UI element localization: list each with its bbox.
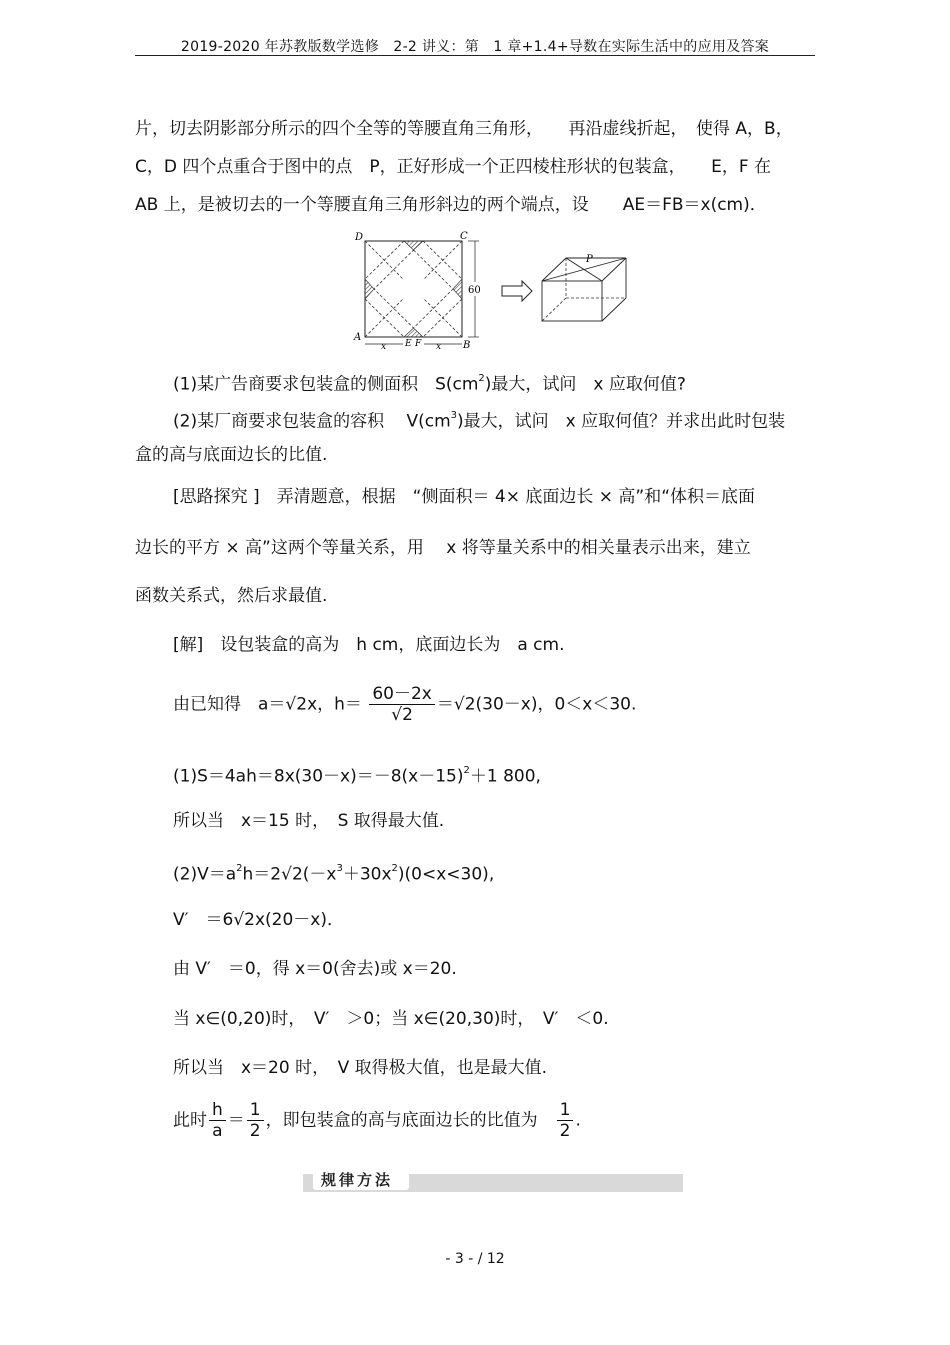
label-P: P — [586, 254, 593, 265]
solution-ratio: 此时 $\frac{h}{a}$ ＝ $\frac{1}{2}$ ，即包装盒的高与底面边长的比值为 $\frac{1}{2}$ . — [173, 1100, 581, 1141]
intro-line-1: 片，切去阴影部分所示的四个全等的等腰直角三角形， 再沿虚线折起， 使得 A，B， — [135, 119, 793, 139]
label-A: A — [354, 332, 362, 343]
packaging-figure — [350, 228, 640, 353]
method-label: 规律方法 — [321, 1171, 394, 1189]
label-60: 60 — [468, 285, 481, 296]
cut-triangle-top — [404, 241, 423, 250]
solution-known: 由已知得 a＝√2x，h＝ $\frac{60-2x}{√2}$ ＝√2(30－x)，0＜x＜30. — [173, 684, 637, 725]
explore-line-1: [思路探究 ] 弄清题意，根据 “侧面积＝ 4× 底面边长 × 高”和“体积＝底面 — [173, 487, 756, 507]
label-x-right: x — [436, 342, 442, 352]
solution-s-formula: $(1)S=4ah=8x(30-x)=-8(x-15)^2+1$ 800, — [173, 765, 541, 787]
explore-line-2: 边长的平方 × 高”这两个等量关系，用 x 将等量关系中的相关量表示出来，建立 — [135, 538, 751, 558]
solution-zero: 由 V′ ＝0，得 x＝0(舍去)或 x＝20. — [173, 959, 457, 979]
label-x-left: x — [381, 342, 387, 352]
question-2-cont: 盒的高与底面边长的比值. — [135, 445, 328, 465]
fold-arrow-icon — [502, 281, 532, 301]
solution-v-max: 所以当 x＝20 时， V 取得极大值，也是最大值. — [173, 1058, 548, 1078]
intro-line-3: AB 上，是被切去的一个等腰直角三角形斜边的两个端点，设 AE＝FB＝x(cm)． — [135, 195, 767, 215]
intro-line-2: C，D 四个点重合于图中的点 P，正好形成一个正四棱柱形状的包装盒， E，F 在 — [135, 157, 772, 177]
label-C: C — [460, 231, 468, 242]
page-header: 2019-2020 年苏教版数学选修 2-2 讲义：第 1 章+1.4+导数在实际生活中的应用及答案 — [180, 39, 770, 55]
question-2: (2)某厂商要求包装盒的容积 $V(cm^3)$最大，试问 x 应取何值？并求出此时包装 — [173, 410, 786, 432]
page-footer: - 3 - / 12 — [445, 1251, 505, 1267]
solution-sign: 当 x∈(0,20)时， V′ ＞0；当 x∈(20,30)时， V′ ＜0. — [173, 1009, 609, 1029]
fold-lines — [365, 241, 462, 337]
solution-v-derivative: V′ ＝6√2x(20－x)． — [173, 910, 344, 930]
method-section-banner — [303, 1166, 683, 1194]
solution-intro: [解] 设包装盒的高为 h cm，底面边长为 a cm. — [173, 635, 565, 655]
cut-triangle-right — [453, 279, 462, 299]
label-F: F — [415, 339, 422, 349]
cut-triangle-left — [365, 279, 374, 299]
cut-triangle-bottom — [404, 328, 423, 337]
header-rule — [135, 55, 815, 56]
solution-s-max: 所以当 x＝15 时， S 取得最大值. — [173, 811, 445, 831]
box-prism — [542, 258, 626, 321]
label-B: B — [463, 340, 471, 351]
question-1: (1)某广告商要求包装盒的侧面积 $S(cm^2)$最大，试问 x 应取何值? — [173, 373, 686, 395]
explore-line-3: 函数关系式，然后求最值. — [135, 586, 328, 606]
label-D: D — [355, 232, 364, 243]
label-E: E — [405, 339, 412, 349]
solution-v-formula: $(2)V=a^2h=2√2(-x^3+30x^2)(0<x<30)$, — [173, 863, 495, 885]
